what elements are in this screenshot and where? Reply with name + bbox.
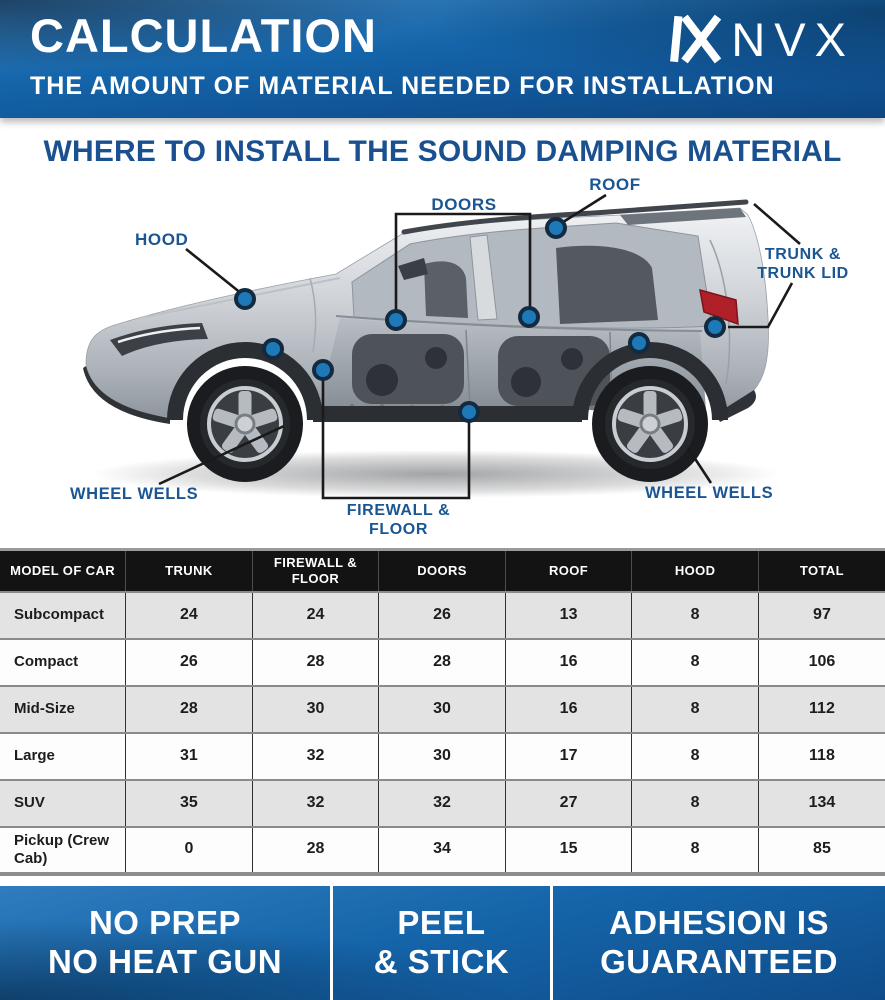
value-cell: 8 (632, 686, 759, 733)
callout-firewall-line1: FIREWALL & (346, 502, 451, 519)
footer-adhesion-line1: ADHESION IS (608, 904, 830, 942)
model-cell: Large (0, 733, 126, 780)
install-diagram (0, 118, 885, 548)
table-row (0, 686, 885, 733)
marker-dot-floor (460, 403, 478, 421)
column-header: TOTAL (758, 550, 885, 592)
footer-section-adhesion (553, 886, 885, 1000)
value-cell: 0 (126, 827, 253, 874)
value-cell: 34 (379, 827, 506, 874)
value-cell: 106 (758, 639, 885, 686)
model-cell: Compact (0, 639, 126, 686)
column-header: TRUNK (126, 550, 253, 592)
value-cell: 97 (758, 592, 885, 639)
marker-dot-firewall (314, 361, 332, 379)
column-header: HOOD (632, 550, 759, 592)
nvx-logo-icon (669, 14, 721, 64)
table-body (0, 592, 885, 874)
value-cell: 13 (505, 592, 632, 639)
value-cell: 15 (505, 827, 632, 874)
value-cell: 35 (126, 780, 253, 827)
header-subtitle: THE AMOUNT OF MATERIAL NEEDED FOR INSTALLATION (30, 72, 775, 100)
value-cell: 24 (252, 592, 379, 639)
value-cell: 16 (505, 639, 632, 686)
callout-firewall-floor (326, 502, 471, 540)
footer-peel-stick-line1: PEEL (397, 904, 486, 942)
table-row (0, 592, 885, 639)
value-cell: 26 (379, 592, 506, 639)
column-header: ROOF (505, 550, 632, 592)
value-cell: 118 (758, 733, 885, 780)
footer-peel-stick-line2: & STICK (373, 943, 510, 980)
column-header: MODEL OF CAR (0, 550, 126, 592)
value-cell: 26 (126, 639, 253, 686)
column-header: FIREWALL & FLOOR (252, 550, 379, 592)
footer-section-no-prep (0, 886, 333, 1000)
footer-no-prep-line1: NO PREP (88, 904, 242, 942)
value-cell: 27 (505, 780, 632, 827)
table-row (0, 827, 885, 874)
leader-line-hood (186, 249, 242, 294)
marker-dot-front-wheel-well (264, 340, 282, 358)
front-wheel (187, 366, 303, 482)
front-door-panel (352, 334, 464, 404)
value-cell: 134 (758, 780, 885, 827)
callout-roof: ROOF (589, 175, 641, 194)
value-cell: 28 (126, 686, 253, 733)
value-cell: 16 (505, 686, 632, 733)
material-table-section (0, 548, 885, 882)
nvx-logo (669, 14, 855, 64)
footer-banner (0, 886, 885, 1000)
value-cell: 112 (758, 686, 885, 733)
value-cell: 32 (252, 733, 379, 780)
callout-hood: HOOD (135, 230, 189, 249)
value-cell: 32 (252, 780, 379, 827)
callout-firewall-line2: FLOOR (369, 520, 428, 538)
model-cell: Mid-Size (0, 686, 126, 733)
model-cell: Subcompact (0, 592, 126, 639)
value-cell: 8 (632, 592, 759, 639)
model-cell: Pickup (Crew Cab) (0, 827, 126, 874)
marker-dot-roof (547, 219, 565, 237)
table-row (0, 639, 885, 686)
footer-no-prep-line2: NO HEAT GUN (47, 943, 283, 980)
value-cell: 8 (632, 780, 759, 827)
header-banner (0, 0, 885, 118)
value-cell: 24 (126, 592, 253, 639)
value-cell: 30 (252, 686, 379, 733)
nvx-logo-text: NVX (731, 12, 855, 66)
value-cell: 17 (505, 733, 632, 780)
column-header: DOORS (379, 550, 506, 592)
value-cell: 31 (126, 733, 253, 780)
value-cell: 8 (632, 639, 759, 686)
leader-line-trunk-lid (754, 204, 800, 244)
callout-wheel-wells-right: WHEEL WELLS (645, 484, 774, 502)
value-cell: 28 (252, 639, 379, 686)
model-cell: SUV (0, 780, 126, 827)
marker-dot-rear-door (520, 308, 538, 326)
diagram-heading: WHERE TO INSTALL THE SOUND DAMPING MATERIAL (43, 135, 842, 168)
callout-wheel-wells-left: WHEEL WELLS (70, 485, 199, 503)
rear-wheel (592, 366, 708, 482)
front-seat (424, 261, 468, 318)
callout-trunk (738, 246, 868, 284)
footer-adhesion-line2: GUARANTEED (600, 943, 838, 980)
marker-dot-trunk (706, 318, 724, 336)
marker-dot-hood (236, 290, 254, 308)
header-row (30, 9, 857, 66)
value-cell: 28 (379, 639, 506, 686)
value-cell: 32 (379, 780, 506, 827)
table-row (0, 780, 885, 827)
callout-trunk-line2: TRUNK LID (757, 264, 849, 282)
value-cell: 30 (379, 686, 506, 733)
callout-doors: DOORS (431, 195, 497, 214)
rocker-cladding (313, 406, 582, 422)
table-header-row (0, 550, 885, 592)
value-cell: 30 (379, 733, 506, 780)
value-cell: 28 (252, 827, 379, 874)
value-cell: 85 (758, 827, 885, 874)
page-title: CALCULATION (30, 9, 377, 62)
marker-dot-front-door (387, 311, 405, 329)
value-cell: 8 (632, 733, 759, 780)
value-cell: 8 (632, 827, 759, 874)
table-row (0, 733, 885, 780)
material-amount-table (0, 548, 885, 876)
callout-trunk-line1: TRUNK & (764, 246, 842, 263)
footer-section-peel-stick (333, 886, 553, 1000)
marker-dot-rear-wheel-well (630, 334, 648, 352)
